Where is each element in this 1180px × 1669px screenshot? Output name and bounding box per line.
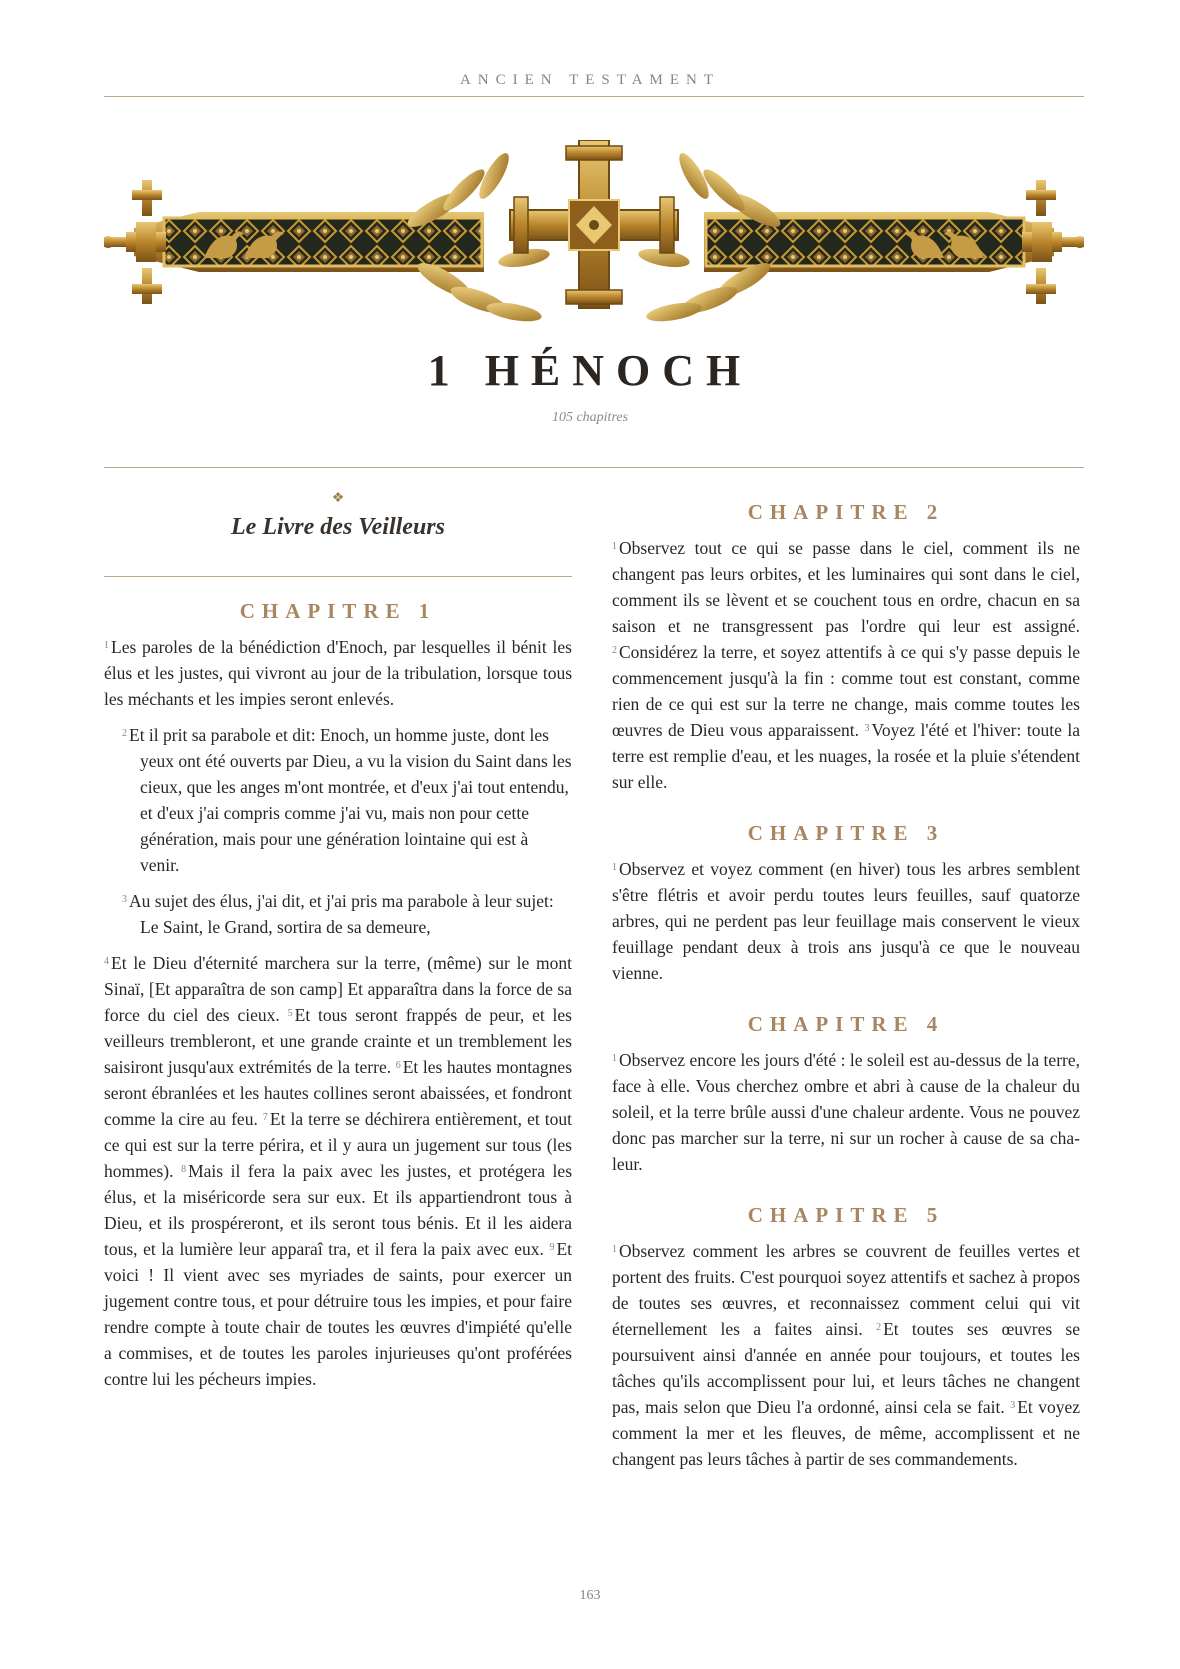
section-title: Le Livre des Veilleurs bbox=[231, 514, 445, 540]
chapter-1-heading: CHAPITRE 1 bbox=[239, 599, 437, 623]
book-title: 1 HÉNOCH bbox=[427, 346, 753, 395]
chapter-2-heading: CHAPITRE 2 bbox=[747, 500, 945, 524]
fleuron-icon: ❖ bbox=[331, 491, 345, 506]
header-rule bbox=[104, 96, 1084, 97]
verse-1-3: $^3$ Au sujet des élus, j'ai dit, et j'ai pris ma parabole à leur sujet: Le Saint, le Grand, sortira de sa demeure, bbox=[122, 891, 554, 937]
chapter-5-text: $^1$ Observez comment les arbres se couvrent de feuilles vertes et portent des fruits. C'est pourquoi soyez attentifs et sachez à propos de toutes ses œuvres, et reconnaissez comment celui qui vit éternellement les a faites ainsi. $^2$ Et toutes ses œuvres se poursuivent ainsi d'année en année pour toujours, et toutes les tâches qu'ils accomplissent pour lui, et leurs tâches ne changent pas, mais selon que Dieu l'a ordonné, ainsi cela se fait. $^3$ Et voyez comment la mer et les fleuves, de même, accomplissent et ne changent pas leurs tâches à partir de ses commandements. bbox=[612, 1241, 1081, 1469]
right-column bbox=[612, 500, 1080, 1472]
page-number: 163 bbox=[579, 1588, 601, 1603]
chapter-5-heading: CHAPITRE 5 bbox=[747, 1203, 945, 1227]
title-rule bbox=[104, 467, 1084, 468]
chapter-4-text: $^1$ Observez encore les jours d'été : le soleil est au-dessus de la terre, face à elle. Vous cherchez ombre et abri à cause de la chaleur du soleil, et la terre brûle aussi d'une chaleur ardente. Vous ne pouvez donc pas marcher sur la terre, ni sur un rocher à cause de sa cha-leur. bbox=[612, 1050, 1080, 1174]
verse-1-4-to-9: $^4$ Et le Dieu d'éternité marchera sur la terre, (même) sur le mont Sinaï, [Et apparaîtra de son camp] Et apparaîtra dans la force de sa force du ciel des cieux. $^5$ Et tous seront frappés de peur, et les veilleurs trembleront, et une grande crainte et un tremblement les saisiront jusqu'aux extrémités de la terre. $^6$ Et les hautes montagnes seront ébranlées et les hautes collines seront abaissées, et fondront comme la cire au feu. $^7$ Et la terre se déchirera entièrement, et tout ce qui est sur la terre périra, et il y aura un jugement sur tous (les hommes). $^8$ Mais il fera la paix avec les justes, et protégera les élus, et la miséricorde sera sur eux. Et ils appartiendront tous à Dieu, et ils prospéreront, et ils seront tous bénis. Et il les aidera tous, et la lumière leur apparaî tra, et il fera la paix avec eux. $^9$ Et voici ! Il vient avec ses myriades de saints, pour exercer un jugement contre tous, et pour détruire tous les impies, et pour faire rendre compte à toute chair de toutes les œuvres d'impiété qu'elle a commises, et de toutes les paroles injurieuses qu'ont proférées contre lui les pécheurs impies. bbox=[104, 953, 573, 1389]
coptic-cross-icon bbox=[510, 140, 678, 308]
right-band bbox=[704, 180, 1084, 304]
verse-1-1: $^1$ Les paroles de la bénédiction d'Enoch, par lesquelles il bénit les élus et les justes, qui vivront au jour de la tribulation, lorsque tous les méchants et les impies seront enlevés. bbox=[104, 637, 572, 709]
section-rule bbox=[104, 576, 572, 577]
left-column bbox=[104, 490, 572, 1392]
chapter-2-text: $^1$ Observez tout ce qui se passe dans le ciel, comment ils ne changent pas leurs orbites, et les luminaires qui sont dans le ciel, comment ils se lèvent et se couchent tous en ordre, chacun en sa saison et ne transgressent pas l'ordre qui leur est assigné. $^2$ Considérez la terre, et soyez attentifs à ce qui s'y passe depuis le commencement jusqu'à la fin : comme tout est constant, comme rien de ce qui est sur la terre ne change, mais comme toutes les œuvres de Dieu vous apparaissent. $^3$ Voyez l'été et l'hiver: toute la terre est remplie d'eau, et les nuages, la rosée et la pluie s'étendent sur elle. bbox=[612, 538, 1080, 792]
chapter-3-text: $^1$ Observez et voyez comment (en hiver) tous les arbres semblent s'être flétris et avoir perdu toutes leurs feuilles, sauf quatorze arbres, qui ne perdent pas leur feuillage mais conservent le vieux feuillage pendant deux à trois ans jusqu'à ce que le nouveau vienne. bbox=[612, 859, 1080, 983]
verse-1-2: $^2$ Et il prit sa parabole et dit: Enoch, un homme juste, dont les yeux ont été ouverts par Dieu, a vu la vision du Saint dans les cieux, que les anges m'ont montrée, et d'eux j'ai tout entendu, et d'eux j'ai compris comme j'ai vu, mais non pour cette génération, mais pour une génération lointaine qui est à venir. bbox=[122, 725, 572, 875]
left-band bbox=[104, 180, 484, 304]
chapter-count: 105 chapitres bbox=[551, 410, 629, 425]
chapter-3-heading: CHAPITRE 3 bbox=[747, 821, 945, 845]
chapter-4-heading: CHAPITRE 4 bbox=[747, 1012, 945, 1036]
running-header: ANCIEN TESTAMENT bbox=[459, 72, 721, 88]
ornamental-banner bbox=[104, 140, 1084, 340]
